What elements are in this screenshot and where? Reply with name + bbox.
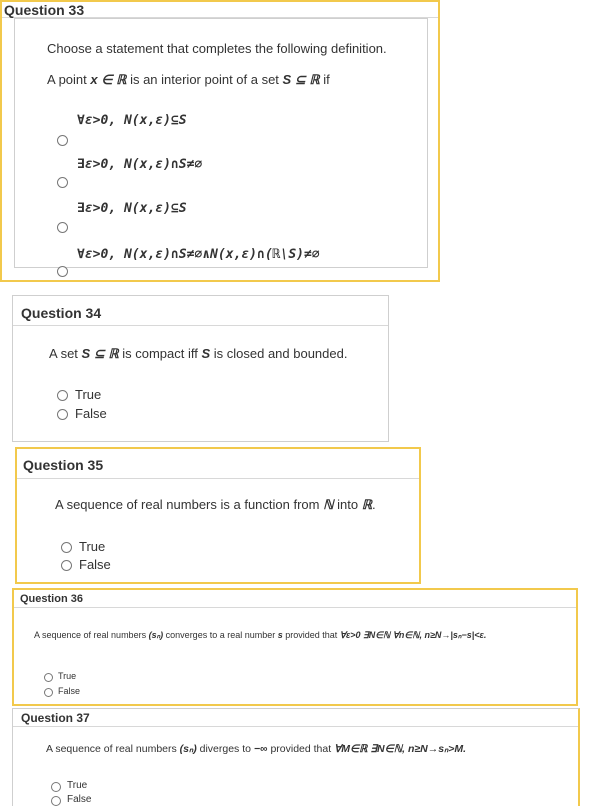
prompt-text: A set <box>49 346 82 361</box>
math-expression: ℝ <box>361 497 372 512</box>
option-3-label: ∃ε>0, N(x,ε)⊆S <box>77 201 187 216</box>
question-body <box>14 18 428 268</box>
option-true-label: True <box>67 780 88 791</box>
option-true-radio[interactable] <box>57 390 68 401</box>
math-expression: ∀ε>0 ∃N∈ℕ ∀n∈ℕ, n≥N→|sₙ−s|<ε. <box>339 630 487 640</box>
question-title: Question 33 <box>2 2 438 18</box>
prompt-text: is an interior point of a set <box>126 72 283 87</box>
prompt-text: A sequence of real numbers <box>46 743 180 755</box>
option-2-label: ∃ε>0, N(x,ε)∩S≠∅ <box>77 157 203 172</box>
math-expression: S <box>201 346 211 361</box>
option-false-radio[interactable] <box>44 688 53 697</box>
prompt-text: is closed and bounded. <box>210 346 348 361</box>
math-expression: (sₙ) <box>148 630 164 640</box>
math-expression: x ∈ ℝ <box>90 72 127 87</box>
option-false-label: False <box>79 557 111 572</box>
option-false-label: False <box>75 406 107 421</box>
question-35 <box>15 447 421 584</box>
option-true-label: True <box>58 671 77 681</box>
math-expression: (sₙ) <box>179 743 197 755</box>
option-true-label: True <box>79 539 106 554</box>
question-prompt: Choose a statement that completes the following definition. <box>47 41 387 56</box>
question-title: Question 37 <box>13 709 578 727</box>
question-34 <box>12 295 389 442</box>
prompt-text: if <box>319 72 330 87</box>
option-1-label: ∀ε>0, N(x,ε)⊆S <box>77 113 187 128</box>
prompt-text: into <box>333 497 362 512</box>
option-false-radio[interactable] <box>51 796 61 806</box>
prompt-text: A sequence of real numbers is a function from <box>55 497 324 512</box>
option-3-radio[interactable] <box>57 222 68 233</box>
question-prompt-2 <box>47 72 330 88</box>
prompt-text: converges to a real number <box>163 630 278 640</box>
prompt-text: provided that <box>282 630 340 640</box>
option-true-radio[interactable] <box>61 542 72 553</box>
option-true-radio[interactable] <box>51 782 61 792</box>
question-title: Question 35 <box>17 449 419 479</box>
math-expression: S ⊆ ℝ <box>282 72 320 87</box>
question-prompt <box>34 630 486 641</box>
question-title: Question 36 <box>14 590 576 608</box>
prompt-text: A sequence of real numbers <box>34 630 149 640</box>
question-33 <box>0 0 440 282</box>
prompt-text: . <box>372 497 376 512</box>
question-title: Question 34 <box>13 296 388 326</box>
prompt-text: diverges to <box>196 743 254 755</box>
prompt-text: A point <box>47 72 91 87</box>
math-expression: −∞ <box>253 743 268 755</box>
option-false-label: False <box>58 686 81 696</box>
math-expression: ℕ <box>323 497 334 512</box>
option-false-radio[interactable] <box>57 409 68 420</box>
question-prompt <box>49 346 347 362</box>
option-true-label: True <box>75 387 102 402</box>
option-4-label: ∀ε>0, N(x,ε)∩S≠∅∧N(x,ε)∩(ℝ\S)≠∅ <box>77 247 320 262</box>
question-37 <box>12 708 580 806</box>
question-prompt <box>55 497 376 513</box>
question-36 <box>12 588 578 706</box>
option-4-radio[interactable] <box>57 266 68 277</box>
option-false-radio[interactable] <box>61 560 72 571</box>
prompt-text: provided that <box>267 743 335 755</box>
math-expression: ∀M∈ℝ ∃N∈ℕ, n≥N→sₙ>M. <box>334 743 467 755</box>
option-true-radio[interactable] <box>44 673 53 682</box>
prompt-text: is compact iff <box>118 346 202 361</box>
question-prompt <box>46 743 466 755</box>
math-expression: S ⊆ ℝ <box>81 346 119 361</box>
math-expression: s <box>277 630 283 640</box>
option-2-radio[interactable] <box>57 177 68 188</box>
option-1-radio[interactable] <box>57 135 68 146</box>
option-false-label: False <box>67 794 92 805</box>
